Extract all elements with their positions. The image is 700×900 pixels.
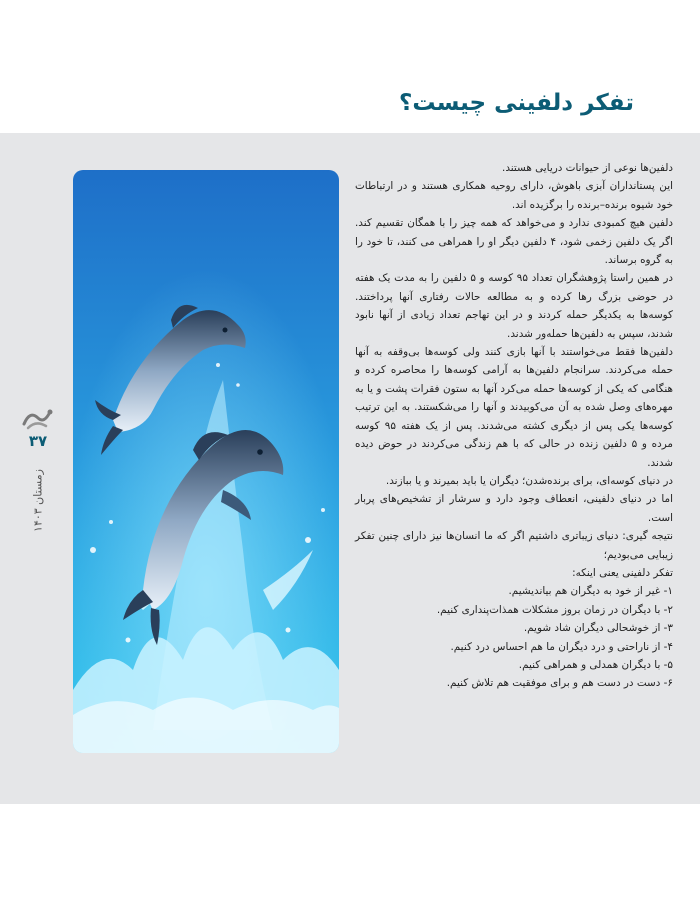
article-paragraph: دلفین‌ها فقط می‌خواستند با آنها بازی کنند ولی کوسه‌ها بی‌وقفه به آنها حمله می‌کردند. سرانجام دلفین‌ها به آرامی کوسه‌ها را محاصره کرده و هنگامی که یکی از کوسه‌ها حمله می‌کرد آنها به ستون فقرات پشت و یا به مهره‌های وصل شده به آن می‌کوبیدند و آنها را می‌شکستند. به این ترتیب کوسه‌ها یکی پس از دیگری کشته می‌شدند. پس از یک هفته ۹۵ کوسه مرده و ۵ دلفین زنده در حالی که با هم زندگی می‌کردند در حوض دیده شدند.	[355, 346, 673, 469]
article-paragraph: نتیجه گیری: دنیای زیباتری داشتیم اگر که ما انسان‌ها نیز دارای چنین تفکر زیبایی می‌بودیم؛	[355, 530, 673, 561]
article-paragraph: در همین راستا پژوهشگران تعداد ۹۵ کوسه و ۵ دلفین را به مدت یک هفته در حوضی بزرگ رها کرده و به مطالعه حالات رفتاری آنها پرداختند. کوسه‌ها به یکدیگر حمله کردند و در این تهاجم تعداد زیادی از آنها نابود شدند، سپس به دلفین‌ها حمله‌ور شدند.	[355, 272, 673, 340]
page-side-mark	[18, 404, 58, 564]
dolphin-image	[73, 170, 339, 753]
list-item: ۱- غیر از خود به دیگران هم بیاندیشیم.	[508, 585, 673, 598]
dolphins-illustration	[73, 170, 339, 753]
article-body	[355, 159, 673, 693]
article-paragraph: تفکر دلفینی یعنی اینکه:	[572, 566, 673, 579]
page-number: ۳۷	[28, 432, 48, 450]
article-paragraph: دلفین هیچ کمبودی ندارد و می‌خواهد که همه چیز را با همگان تقسیم کند. اگر یک دلفین زخمی شود، ۴ دلفین دیگر او را همراهی می کنند، تا خود را به گروه برساند.	[355, 217, 673, 267]
article-paragraph: در دنیای کوسه‌ای، برای برنده‌شدن؛ دیگران یا باید بمیرند و یا ببازند.	[385, 474, 673, 487]
list-item: ۶- دست در دست هم و برای موفقیت هم تلاش کنیم.	[446, 677, 673, 690]
list-item: ۲- با دیگران در زمان بروز مشکلات همذات‌پنداری کنیم.	[436, 603, 673, 616]
list-item: ۵- با دیگران همدلی و همراهی کنیم.	[518, 658, 673, 671]
article-paragraph: این پستانداران آبزی باهوش، دارای روحیه همکاری هستند و در ارتباطات خود شیوه برنده–برنده را برگزیده اند.	[355, 180, 673, 211]
list-item: ۴- از ناراحتی و درد دیگران ما هم احساس درد کنیم.	[450, 640, 673, 653]
page-title: تفکر دلفینی چیست؟	[399, 90, 634, 116]
article-paragraph: دلفین‌ها نوعی از حیوانات دریایی هستند.	[502, 162, 673, 174]
magazine-logo-icon	[20, 404, 56, 432]
article-paragraph: اما در دنیای دلفینی، انعطاف وجود دارد و سرشار از تشخیص‌های پربار است.	[355, 493, 673, 524]
list-item: ۳- از خوشحالی دیگران شاد شویم.	[523, 622, 673, 635]
dolphin-thinking-list	[355, 582, 673, 692]
issue-season: زمستان ۱۴۰۳	[31, 469, 45, 532]
